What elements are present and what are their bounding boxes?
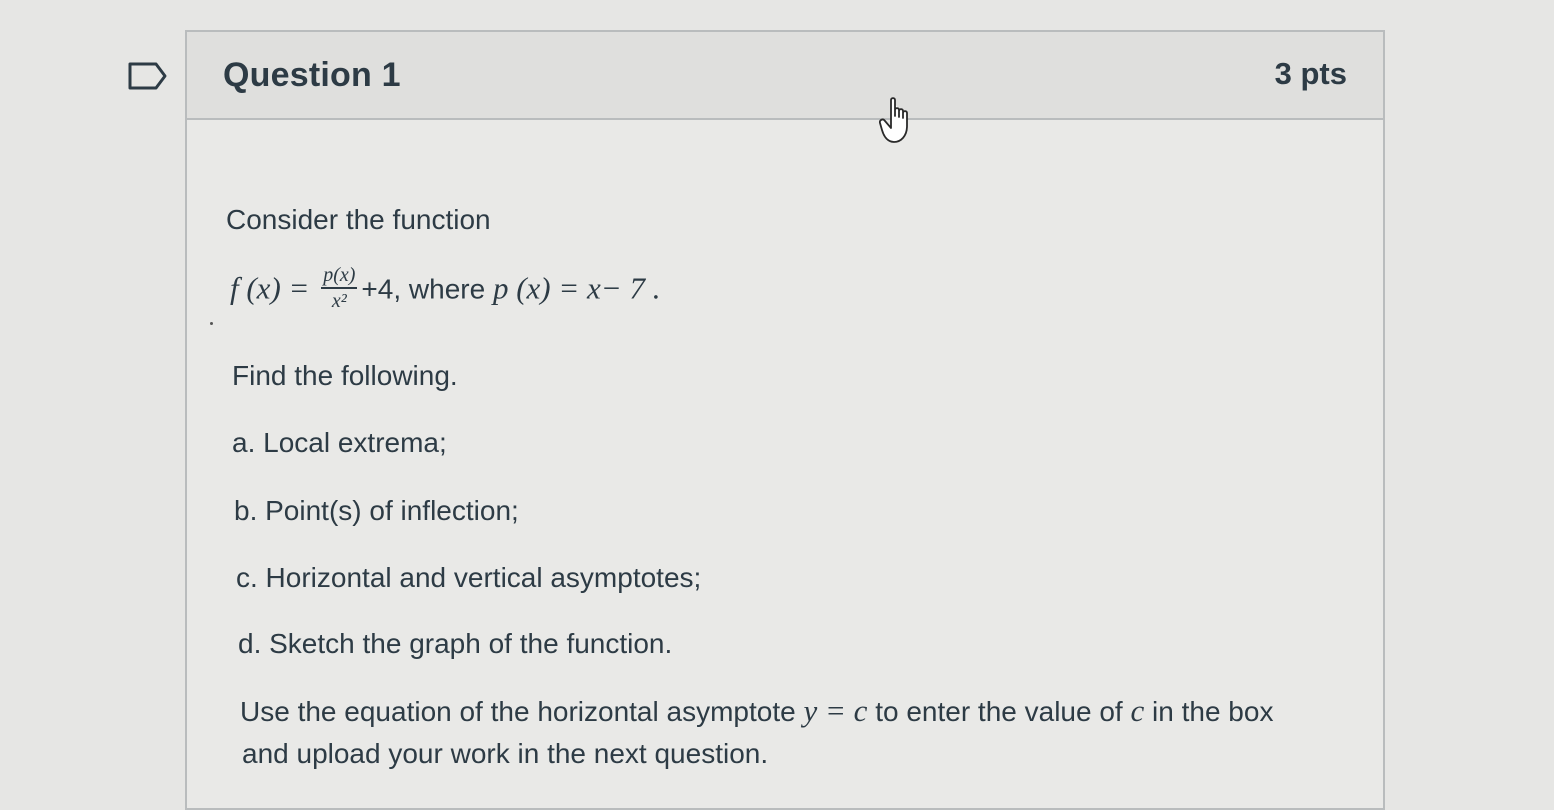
instruction-math-equation: y = c <box>803 693 868 728</box>
instruction-line-2: and upload your work in the next question. <box>242 738 769 769</box>
instruction-post: in the box <box>1152 696 1274 727</box>
function-definition <box>230 264 661 314</box>
list-item-d: d. Sketch the graph of the function. <box>238 628 673 659</box>
instruction-mid: to enter the value of <box>875 696 1123 727</box>
intro-text: Consider the function <box>226 204 491 235</box>
instruction-pre: Use the equation of the horizontal asymptote <box>240 696 796 727</box>
fraction-numerator: p(x) <box>321 265 357 289</box>
flag-icon[interactable] <box>128 62 168 90</box>
stray-dot <box>210 322 213 325</box>
find-label: Find the following. <box>232 360 458 391</box>
question-points: 3 pts <box>1274 56 1347 91</box>
list-item-b: b. Point(s) of inflection; <box>234 495 519 526</box>
fraction-denominator: x² <box>331 290 347 312</box>
function-tail-text: +4, where <box>361 273 486 305</box>
instruction-line-1 <box>240 692 1273 731</box>
list-item-a: a. Local extrema; <box>232 427 447 458</box>
function-lhs: f (x) = <box>230 270 310 306</box>
question-header <box>187 32 1383 120</box>
list-item-c: c. Horizontal and vertical asymptotes; <box>236 562 702 593</box>
question-title: Question 1 <box>223 56 401 94</box>
hand-pointer-icon <box>879 96 915 146</box>
instruction-math-c: c <box>1130 693 1145 728</box>
function-fraction <box>321 265 357 311</box>
p-definition: p (x) = x− 7 . <box>492 270 661 306</box>
